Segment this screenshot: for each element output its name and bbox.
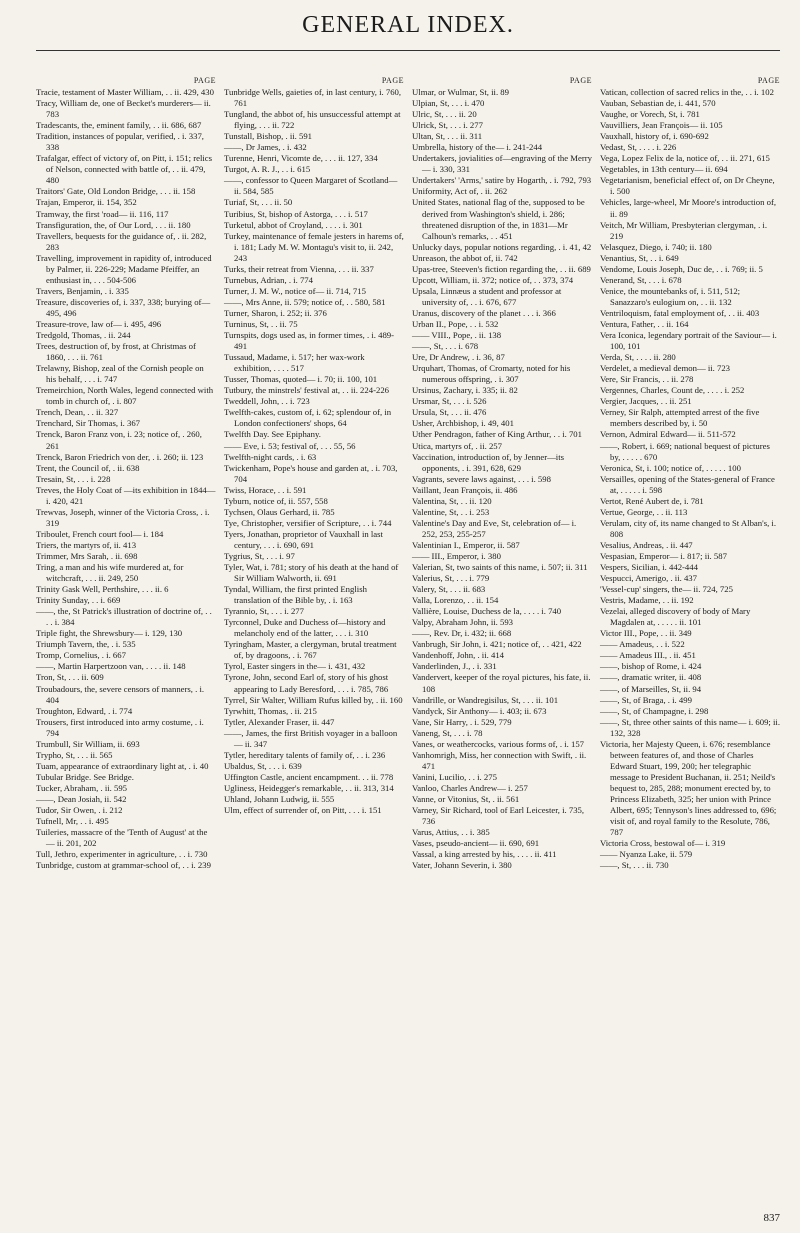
index-entry: Valentine's Day and Eve, St, celebration of— i. 252, 253, 255-257	[412, 517, 577, 539]
index-entry: ——, Martin Harpertzoon van, . . . . ii. 148	[36, 661, 186, 672]
index-entry: Ulrick, St, . . . i. 277	[412, 120, 483, 131]
index-entry: Tuileries, massacre of the 'Tenth of August' at the— ii. 201, 202	[36, 827, 208, 849]
index-entry: Vatican, collection of sacred relics in the, . . i. 102	[600, 87, 774, 97]
index-entry: Uranus, discovery of the planet . . . i. 366	[412, 307, 556, 318]
index-entry: Turketul, abbot of Croyland, . . . . i. 301	[224, 219, 363, 230]
index-entry: Ulmar, or Wulmar, St, ii. 89	[412, 87, 509, 97]
index-entry: Upsala, Linnæus a student and professor at university of, . . i. 676, 677	[412, 285, 562, 307]
index-entry: Vauxhall, history of, i. 690-692	[600, 131, 709, 142]
index-entry: Triple fight, the Shrewsbury— i. 129, 130	[36, 628, 183, 639]
index-entry: Ulric, St, . . . ii. 20	[412, 109, 477, 120]
index-entry: ——, Robert, i. 669; national bequest of pictures by, . . . . . 670	[600, 440, 770, 462]
index-entry: Valla, Lorenzo, . . ii. 154	[412, 595, 499, 606]
index-entry: Ventriloquism, fatal employment of, . . ii. 403	[600, 307, 760, 318]
index-entry: Tyrconnel, Duke and Duchess of—history and melancholy end of the latter, . . . i. 310	[224, 617, 386, 639]
index-entry: Venerand, St, . . . i. 678	[600, 274, 682, 285]
index-entry: Valentine, St, . . i. 253	[412, 506, 490, 517]
index-entry: Tunbridge, custom at grammar-school of, . . i. 239	[36, 860, 211, 871]
index-entry: Trinity Gask Well, Perthshire, . . . ii. 6	[36, 584, 169, 595]
index-entry: Vega, Lopez Felix de la, notice of, . . ii. 271, 615	[600, 153, 770, 164]
index-entry: Trousers, first introduced into army costume, . i. 794	[36, 716, 204, 738]
index-entry: ——, the, St Patrick's illustration of doctrine of, . . . . i. 384	[36, 606, 212, 628]
index-entry: Vandrille, or Wandregisilus, St, . . . ii. 101	[412, 694, 559, 705]
index-entry: Trimmer, Mrs Sarah, . ii. 698	[36, 550, 138, 561]
index-column-3	[412, 76, 592, 1226]
index-entry: Tyers, Jonathan, proprietor of Vauxhall in last century, . . . i. 690, 691	[224, 528, 383, 550]
index-entry: Vauban, Sebastian de, i. 441, 570	[600, 98, 716, 109]
index-entry: Vandyck, Sir Anthony— i. 403; ii. 673	[412, 705, 547, 716]
index-entry: Vegetarianism, beneficial effect of, on Dr Cheyne, i. 500	[600, 175, 775, 197]
index-entry: Twickenham, Pope's house and garden at, . i. 703, 704	[224, 462, 398, 484]
index-entry: Ure, Dr Andrew, . i. 36, 87	[412, 352, 505, 363]
index-entry: ——, St, of Champagne, i. 298	[600, 705, 709, 716]
index-entry: Urquhart, Thomas, of Cromarty, noted for his numerous offspring, . i. 307	[412, 363, 571, 385]
index-entry: Ugliness, Heidegger's remarkable, . . ii. 313, 314	[224, 782, 394, 793]
index-entry: Trelawny, Bishop, zeal of the Cornish people on his behalf, . . . i. 747	[36, 363, 204, 385]
page-column-label: PAGE	[569, 76, 592, 85]
index-entry: Tutbury, the minstrels' festival at, . . ii. 224-226	[224, 385, 390, 396]
index-entry: Tremeirchion, North Wales, legend connected with tomb in church of, . i. 807	[36, 385, 214, 407]
index-entry: Valentinian I., Emperor, ii. 587	[412, 539, 520, 550]
index-entry: Vanhomrigh, Miss, her connection with Swift, . ii. 471	[412, 749, 587, 771]
index-entry: Tyrwhitt, Thomas, . ii. 215	[224, 705, 317, 716]
index-entry: —— VIII., Pope, . ii. 138	[412, 330, 502, 341]
index-entry: Vandenhoff, John, . ii. 414	[412, 650, 505, 661]
index-entry: Trypho, St, . . . ii. 565	[36, 749, 113, 760]
index-entry: Upas-tree, Steeven's fiction regarding the, . . ii. 689	[412, 263, 591, 274]
index-entry: Vehicles, large-wheel, Mr Moore's introduction of, ii. 89	[600, 197, 777, 219]
entry-list	[36, 87, 216, 871]
index-entry: Ulm, effect of surrender of, on Pitt, . . . i. 151	[224, 805, 382, 816]
index-entry: ——, of Marseilles, St, ii. 94	[600, 683, 702, 694]
index-entry: Ventura, Father, . . ii. 164	[600, 318, 689, 329]
index-entry: Victoria, her Majesty Queen, i. 676; resemblance between features of, and those of Charles Edward Stuart, 199, 200; her telegraphic message to President Buchanan, ii. 251; Neild's bequest to, 285, 288; monument erected by, to Princess Elizabeth, 325; her union with Prince Albert, 695; Tennyson's lines addressed to, 696; visit of, and royal family to the Resolute, 786, 787	[600, 738, 777, 838]
index-entry: Tussaud, Madame, i. 517; her wax-work exhibition, . . . . 517	[224, 352, 365, 374]
index-entry: Trewvas, Joseph, winner of the Victoria Cross, . i. 319	[36, 506, 210, 528]
index-entry: Troubadours, the, severe censors of manners, . i. 404	[36, 683, 205, 705]
index-entry: Uniformity, Act of, . ii. 262	[412, 186, 508, 197]
index-entry: Trinity Sunday, . . i. 669	[36, 595, 121, 606]
index-entry: Valery, St, . . . ii. 683	[412, 584, 486, 595]
index-entry: ——, Dean Josiah, ii. 542	[36, 794, 127, 804]
page-number: 837	[763, 1212, 780, 1224]
page-column-label: PAGE	[193, 76, 216, 85]
index-entry: Vertue, George, . . ii. 113	[600, 506, 688, 517]
index-entry: Ursinus, Zachary, i. 335; ii. 82	[412, 385, 518, 396]
index-entry: Vespers, Sicilian, i. 442-444	[600, 562, 698, 573]
index-entry: Upcott, William, ii. 372; notice of, . . 373, 374	[412, 274, 574, 285]
index-entry: Unlucky days, popular notions regarding, . i. 41, 42	[412, 241, 592, 252]
index-entry: Twelfth-night cards, . i. 63	[224, 451, 317, 462]
index-entry: Velasquez, Diego, i. 740; ii. 180	[600, 241, 712, 252]
index-entry: Trafalgar, effect of victory of, on Pitt, i. 151; relics of Nelson, connected with battle of, . . ii. 479, 480	[36, 153, 213, 186]
index-entry: Trees, destruction of, by frost, at Christmas of 1860, . . . ii. 761	[36, 341, 196, 363]
index-entry: ——, St, . . . ii. 730	[600, 860, 669, 871]
index-entry: —— Amadeus, . . i. 522	[600, 639, 685, 650]
index-entry: Turks, their retreat from Vienna, . . . ii. 337	[224, 263, 374, 274]
index-entry: Travelling, improvement in rapidity of, introduced by Palmer, ii. 226-229; Madame Pfeiffer, an enthusiast in, . . . 504-506	[36, 252, 212, 285]
index-entry: Trenck, Baron Friedrich von der, . i. 260; ii. 123	[36, 451, 204, 462]
index-entry: Tuam, appearance of extraordinary light at, . i. 40	[36, 760, 209, 771]
index-entry: Verda, St, . . . . ii. 280	[600, 352, 676, 363]
index-entry: Vane, Sir Harry, . i. 529, 779	[412, 716, 512, 727]
index-column-1	[36, 76, 216, 1226]
index-entry: Trenchard, Sir Thomas, i. 367	[36, 418, 141, 429]
index-entry: Turkey, maintenance of female jesters in harems of, i. 181; Lady M. W. Montagu's visit to, ii. 242, 243	[224, 230, 404, 263]
entry-list	[224, 87, 404, 816]
index-entry: Vergennes, Charles, Count de, . . . . i. 252	[600, 385, 745, 396]
index-entry: Vandervert, keeper of the royal pictures, his fate, ii. 108	[412, 672, 591, 694]
index-entry: Ultan, St, . . . ii. 311	[412, 131, 483, 142]
index-entry: Venice, the mountebanks of, i. 511, 512; Sanazzaro's eulogium on, . . ii. 132	[600, 285, 741, 307]
index-entry: Ulpian, St, . . . i. 470	[412, 98, 485, 109]
index-entry: Tyrone, John, second Earl of, story of his ghost appearing to Lady Beresford, . . . i. 785, 786	[224, 672, 389, 694]
index-entry: ——, St, of Braga, . i. 499	[600, 694, 692, 705]
index-entry: Troughton, Edward, . i. 774	[36, 705, 133, 716]
index-entry: Tye, Christopher, versifier of Scripture, . . i. 744	[224, 517, 392, 528]
index-entry: Trumbull, Sir William, ii. 693	[36, 738, 140, 749]
entry-list	[600, 87, 780, 871]
index-entry: Tyringham, Master, a clergyman, brutal treatment of, by dragoons, . i. 767	[224, 639, 397, 661]
index-entry: Vaneng, St, . . . i. 78	[412, 727, 483, 738]
index-entry: Treves, the Holy Coat of —its exhibition in 1844— i. 420, 421	[36, 484, 216, 506]
index-entry: Tytler, hereditary talents of family of, . . i. 236	[224, 749, 386, 760]
index-entry: Tyndal, William, the first printed English translation of the Bible by, . i. 163	[224, 584, 367, 606]
index-entry: Tradition, instances of popular, verified, . i. 337, 338	[36, 131, 204, 153]
index-entry: Veronica, St, i. 100; notice of, . . . . . 100	[600, 462, 741, 473]
index-entry: ——, Mrs Anne, ii. 579; notice of, . . 580, 581	[224, 296, 386, 307]
header-rule	[36, 50, 780, 51]
index-entry: Twiss, Horace, . . i. 591	[224, 484, 307, 495]
index-entry: Veitch, Mr William, Presbyterian clergyman, . i. 219	[600, 219, 768, 241]
index-entry: Tring, a man and his wife murdered at, for witchcraft, . . . ii. 249, 250	[36, 562, 184, 584]
page-title: GENERAL INDEX.	[302, 12, 514, 38]
index-entry: Uffington Castle, ancient encampment. . . ii. 778	[224, 771, 394, 782]
index-entry: Trent, the Council of, . ii. 638	[36, 462, 140, 473]
index-entry: Vergier, Jacques, . . ii. 251	[600, 396, 692, 407]
index-entry: 'Vessel-cup' singers, the— ii. 724, 725	[600, 584, 733, 595]
index-entry: Undertakers, jovialities of—engraving of the Merry— i. 330, 331	[412, 153, 592, 175]
index-entry: Triumph Tavern, the, . i. 535	[36, 639, 136, 650]
index-entry: Twelfth Day. See Epiphany.	[224, 429, 321, 440]
index-entry: Treasure, discoveries of, i. 337, 338; burying of— 495, 496	[36, 296, 211, 318]
index-entry: —— III., Emperor, i. 380	[412, 550, 501, 561]
index-entry: United States, national flag of the, supposed to be derived from Washington's shield, i. 286; threatened disruption of the, in 1831—Mr Calhoun's remarks, . . 451	[412, 197, 585, 241]
index-entry: Tracy, William de, one of Becket's murderers— ii. 783	[36, 98, 211, 120]
index-entry: ——, Rev. Dr, i. 432; ii. 668	[412, 628, 512, 639]
index-entry: Travellers, bequests for the guidance of, . ii. 282, 283	[36, 230, 207, 252]
index-entry: Uhland, Johann Ludwig, ii. 555	[224, 794, 335, 804]
index-entry: Vases, pseudo-ancient— ii. 690, 691	[412, 838, 540, 849]
index-entry: ——, James, the first British voyager in a balloon— ii. 347	[224, 727, 398, 749]
index-entry: Vanini, Lucilio, . . i. 275	[412, 771, 497, 782]
index-entry: Vesalius, Andreas, . ii. 447	[600, 539, 693, 550]
index-entry: Turner, Sharon, i. 252; ii. 376	[224, 307, 327, 318]
index-entry: Tubular Bridge. See Bridge.	[36, 771, 134, 782]
index-entry: Tramway, the first 'road— ii. 116, 117	[36, 208, 169, 219]
index-entry: Vater, Johann Severin, i. 380	[412, 860, 512, 871]
index-entry: Vallière, Louise, Duchess de la, . . . . i. 740	[412, 606, 562, 617]
index-entry: Vanne, or Vitonius, St, . ii. 561	[412, 794, 520, 804]
index-entry: Victor III., Pope, . . ii. 349	[600, 628, 692, 639]
page-column-label: PAGE	[381, 76, 404, 85]
index-entry: Tull, Jethro, experimenter in agriculture, . . i. 730	[36, 849, 208, 860]
index-entry: Varney, Sir Richard, tool of Earl Leicester, i. 735, 736	[412, 805, 585, 827]
index-entry: Tunstall, Bishop, . ii. 591	[224, 131, 313, 142]
index-entry: Vezelai, alleged discovery of body of Mary Magdalen at, . . . . . ii. 101	[600, 606, 751, 628]
index-entry: —— Amadeus III., . ii. 451	[600, 650, 696, 661]
index-entry: Ursmar, St, . . . i. 526	[412, 396, 487, 407]
index-entry: Valerian, St, two saints of this name, i. 507; ii. 311	[412, 562, 588, 573]
index-entry: Vendome, Louis Joseph, Duc de, . . i. 769; ii. 5	[600, 263, 763, 274]
index-entry: Valpy, Abraham John, ii. 593	[412, 617, 514, 628]
index-entry: Umbrella, history of the— i. 241-244	[412, 142, 543, 153]
index-entry: Turner, J. M. W., notice of— ii. 714, 715	[224, 285, 366, 296]
index-entry: Vagrants, severe laws against, . . . i. 598	[412, 473, 551, 484]
index-entry: Undertakers' 'Arms,' satire by Hogarth, . i. 792, 793	[412, 175, 592, 186]
index-entry: Tudor, Sir Owen, . i. 212	[36, 805, 123, 816]
index-entry: Vauvilliers, Jean François— ii. 105	[600, 120, 723, 131]
index-entry: Triers, the martyrs of, ii. 413	[36, 539, 137, 550]
index-entry: Vere, Sir Francis, . . ii. 278	[600, 374, 694, 385]
index-entry: Tyburn, notice of, ii. 557, 558	[224, 495, 328, 506]
index-entry: Verdelet, a medieval demon— ii. 723	[600, 363, 731, 374]
index-entry: Vanloo, Charles Andrew— i. 257	[412, 782, 528, 793]
index-entry: Victoria Cross, bestowal of— i. 319	[600, 838, 726, 849]
index-entry: Tusser, Thomas, quoted— i. 70; ii. 100, 101	[224, 374, 378, 385]
index-entry: Versailles, opening of the States-general of France at, . . . . . i. 598	[600, 473, 775, 495]
index-entry: Tresain, St, . . . i. 228	[36, 473, 111, 484]
index-entry: Vegetables, in 13th century— ii. 694	[600, 164, 728, 175]
index-entry: Vespucci, Amerigo, . ii. 437	[600, 573, 697, 584]
index-entry: ——, dramatic writer, ii. 408	[600, 672, 702, 683]
index-entry: Urban II., Pope, . . i. 532	[412, 318, 499, 329]
index-entry: Utica, martyrs of, . ii. 257	[412, 440, 502, 451]
index-entry: Tyler, Wat, i. 781; story of his death at the hand of Sir William Walworth, ii. 691	[224, 562, 399, 584]
index-entry: Ursula, St, . . . ii. 476	[412, 407, 487, 418]
index-entry: Travers, Benjamin, . i. 335	[36, 285, 129, 296]
index-entry: Verulam, city of, its name changed to St Alban's, i. 808	[600, 517, 777, 539]
index-entry: Tyrrel, Sir Walter, William Rufus killed by, . ii. 160	[224, 694, 403, 705]
index-entry: Turenne, Henri, Vicomte de, . . . ii. 127, 334	[224, 153, 378, 164]
index-entry: Valentina, St, . . ii. 120	[412, 495, 492, 506]
index-entry: Tungland, the abbot of, his unsuccessful attempt at flying, . . . ii. 722	[224, 109, 401, 131]
index-entry: Vaughe, or Vorech, St, i. 781	[600, 109, 700, 120]
index-entry: Trenck, Baron Franz von, i. 23; notice of, . 260, 261	[36, 429, 202, 451]
index-entry: Vespasian, Emperor— i. 817; ii. 587	[600, 550, 727, 561]
index-entry: Venantius, St, . . i. 649	[600, 252, 679, 263]
index-entry: Vanbrugh, Sir John, i. 421; notice of, . . 421, 422	[412, 639, 582, 650]
index-entry: Trench, Dean, . . ii. 327	[36, 407, 119, 418]
index-entry: Vestris, Madame, . . ii. 192	[600, 595, 694, 606]
index-entry: Vedast, St, . . . . i. 226	[600, 142, 677, 153]
index-entry: ——, St, three other saints of this name— i. 609; ii. 132, 328	[600, 716, 781, 738]
index-columns	[36, 76, 780, 1226]
index-entry: Verney, Sir Ralph, attempted arrest of the five members described by, i. 50	[600, 407, 760, 429]
index-entry: Vanes, or weathercocks, various forms of, . i. 157	[412, 738, 585, 749]
index-entry: Turnspits, dogs used as, in former times, . i. 489-491	[224, 330, 395, 352]
index-entry: Turgot, A. R. J., . . i. 615	[224, 164, 311, 175]
index-entry: Tromp, Cornelius, . i. 667	[36, 650, 126, 661]
entry-list	[412, 87, 592, 871]
index-entry: Varus, Attius, . . i. 385	[412, 827, 490, 838]
index-entry: Vaccination, introduction of, by Jenner—its opponents, . i. 391, 628, 629	[412, 451, 564, 473]
index-entry: Vaillant, Jean François, ii. 486	[412, 484, 518, 495]
index-entry: Triboulet, French court fool— i. 184	[36, 528, 164, 539]
index-entry: Vassal, a king arrested by his, . . . . ii. 411	[412, 849, 557, 860]
page-column-label: PAGE	[757, 76, 780, 85]
index-entry: Tyrol, Easter singers in the— i. 431, 432	[224, 661, 366, 672]
index-entry: Tron, St, . . . ii. 609	[36, 672, 104, 683]
index-entry: Tredgold, Thomas, . ii. 244	[36, 330, 131, 341]
index-entry: Vera Iconica, legendary portrait of the Saviour— i. 100, 101	[600, 330, 777, 352]
index-entry: —— Eve, i. 53; festival of, . . . 55, 56	[224, 440, 356, 451]
index-entry: Traitors' Gate, Old London Bridge, . . . ii. 158	[36, 186, 196, 197]
index-column-4	[600, 76, 780, 1226]
index-entry: Usher, Archbishop, i. 49, 401	[412, 418, 514, 429]
index-entry: Tychsen, Olaus Gerhard, ii. 785	[224, 506, 335, 517]
index-entry: ——, bishop of Rome, i. 424	[600, 661, 702, 672]
index-entry: Tucker, Abraham, . ii. 595	[36, 782, 128, 793]
index-entry: Treasure-trove, law of— i. 495, 496	[36, 318, 162, 329]
index-entry: Vertot, René Aubert de, i. 781	[600, 495, 704, 506]
index-entry: Vanderlinden, J., . i. 331	[412, 661, 497, 672]
index-entry: Tunbridge Wells, gaieties of, in last century, i. 760, 761	[224, 87, 402, 109]
index-entry: Valerius, St, . . . i. 779	[412, 573, 490, 584]
index-entry: Twelfth-cakes, custom of, i. 62; splendour of, in London confectioners' shops, 64	[224, 407, 392, 429]
index-entry: Vernon, Admiral Edward— ii. 511-572	[600, 429, 736, 440]
index-entry: Tygrius, St, . . . i. 97	[224, 550, 295, 561]
index-entry: Uther Pendragon, father of King Arthur, . . i. 701	[412, 429, 582, 440]
page-header	[36, 0, 780, 50]
index-entry: Turiaf, St, . . . ii. 50	[224, 197, 293, 208]
index-entry: Tytler, Alexander Fraser, ii. 447	[224, 716, 335, 727]
index-entry: Transfiguration, the, of Our Lord, . . . ii. 180	[36, 219, 191, 230]
index-entry: ——, Dr James, . i. 432	[224, 142, 307, 153]
index-entry: Turnebus, Adrian, . i. 774	[224, 274, 313, 285]
index-entry: Ubaldus, St, . . . i. 639	[224, 760, 302, 771]
index-entry: Tracie, testament of Master William, . . ii. 429, 430	[36, 87, 214, 97]
index-entry: Trajan, Emperor, ii. 154, 352	[36, 197, 137, 208]
index-entry: Tufnell, Mr, . . i. 495	[36, 816, 109, 827]
index-entry: Turninus, St, . . ii. 75	[224, 318, 298, 329]
index-entry: Tweddell, John, . . i. 723	[224, 396, 310, 407]
index-entry: —— Nyanza Lake, ii. 579	[600, 849, 693, 860]
index-entry: Tyrannio, St, . . . i. 277	[224, 606, 304, 617]
index-column-2	[224, 76, 404, 1226]
index-entry: Tradescants, the, eminent family, . . ii. 686, 687	[36, 120, 202, 131]
index-entry: ——, confessor to Queen Margaret of Scotland— ii. 584, 585	[224, 175, 398, 197]
index-entry: ——, St, . . . i. 678	[412, 341, 479, 352]
index-entry: Unreason, the abbot of, ii. 742	[412, 252, 518, 263]
index-entry: Turibius, St, bishop of Astorga, . . . i. 517	[224, 208, 368, 219]
